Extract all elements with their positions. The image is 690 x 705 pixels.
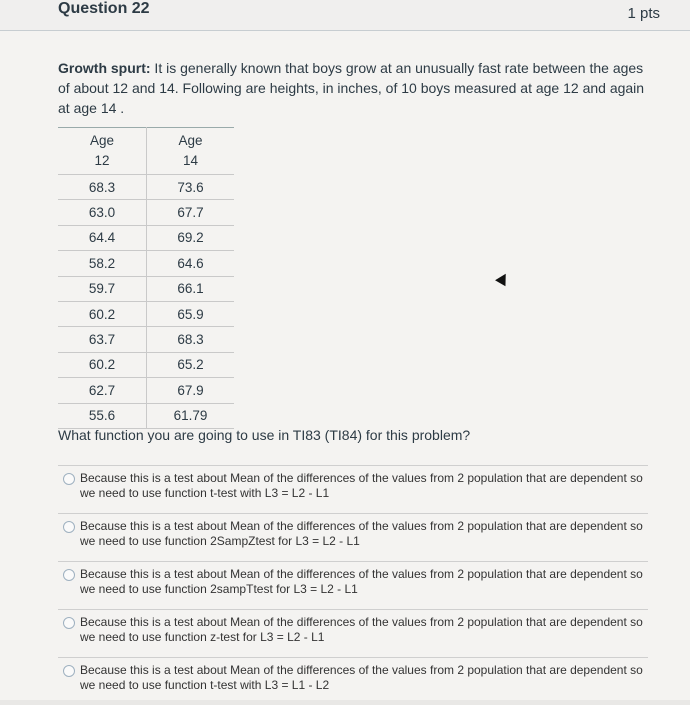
answer-option-label[interactable]: Because this is a test about Mean of the differences of the values from 2 population that are dependent so we need to use function 2SampZtest for L3 = L2 - L1 [80, 519, 643, 548]
table-cell: 66.1 [147, 276, 235, 301]
radio-button-icon[interactable] [63, 569, 75, 581]
question-prompt [58, 58, 653, 118]
column-header-age-14: Age 14 [147, 128, 235, 175]
sub-question-text: What function you are going to use in TI83 (TI84) for this problem? [58, 427, 471, 443]
table-cell: 61.79 [147, 403, 235, 428]
radio-button-icon[interactable] [63, 521, 75, 533]
table-cell: 62.7 [58, 378, 147, 403]
table-header-row [58, 128, 234, 175]
table-cell: 67.7 [147, 200, 235, 225]
table-cell: 60.2 [58, 352, 147, 377]
question-title: Question 22 [58, 0, 150, 17]
table-row [58, 276, 234, 301]
answer-option-label[interactable]: Because this is a test about Mean of the differences of the values from 2 population that are dependent so we need to use function t-test with L3 = L1 - L2 [80, 663, 643, 692]
answer-option-5[interactable] [58, 657, 648, 705]
table-row [58, 301, 234, 326]
table-cell: 65.2 [147, 352, 235, 377]
answer-option-3[interactable] [58, 561, 648, 609]
radio-button-icon[interactable] [63, 665, 75, 677]
answer-option-2[interactable] [58, 513, 648, 561]
table-cell: 63.7 [58, 327, 147, 352]
answer-options [58, 465, 648, 705]
answer-option-label[interactable]: Because this is a test about Mean of the differences of the values from 2 population that are dependent so we need to use function t-test with L3 = L2 - L1 [80, 471, 643, 500]
question-header [0, 0, 690, 31]
table-row [58, 225, 234, 250]
table-cell: 67.9 [147, 378, 235, 403]
radio-button-icon[interactable] [63, 617, 75, 629]
table-cell: 59.7 [58, 276, 147, 301]
prompt-label: Growth spurt: [58, 60, 151, 76]
table-cell: 55.6 [58, 403, 147, 428]
heights-table [58, 127, 234, 429]
table-row [58, 327, 234, 352]
table-cell: 64.4 [58, 225, 147, 250]
answer-option-1[interactable] [58, 465, 648, 513]
prompt-text: It is generally known that boys grow at an unusually fast rate between the ages of about 12 and 14. Following are heights, in inches, of 10 boys measured at age 12 and again at age 14 . [58, 60, 645, 116]
table-row [58, 175, 234, 200]
table-cell: 68.3 [147, 327, 235, 352]
table-cell: 65.9 [147, 301, 235, 326]
table-row [58, 403, 234, 428]
table-cell: 69.2 [147, 225, 235, 250]
table-cell: 58.2 [58, 251, 147, 276]
question-points: 1 pts [627, 5, 660, 22]
question-body [0, 31, 690, 700]
radio-button-icon[interactable] [63, 473, 75, 485]
table-row [58, 352, 234, 377]
answer-option-4[interactable] [58, 609, 648, 657]
answer-option-label[interactable]: Because this is a test about Mean of the differences of the values from 2 population that are dependent so we need to use function z-test for L3 = L2 - L1 [80, 615, 643, 644]
column-header-age-12: Age 12 [58, 128, 147, 175]
table-row [58, 200, 234, 225]
table-row [58, 251, 234, 276]
table-cell: 60.2 [58, 301, 147, 326]
table-cell: 73.6 [147, 175, 235, 200]
answer-option-label[interactable]: Because this is a test about Mean of the differences of the values from 2 population that are dependent so we need to use function 2sampTtest for L3 = L2 - L1 [80, 567, 643, 596]
table-cell: 68.3 [58, 175, 147, 200]
table-cell: 64.6 [147, 251, 235, 276]
table-row [58, 378, 234, 403]
table-cell: 63.0 [58, 200, 147, 225]
